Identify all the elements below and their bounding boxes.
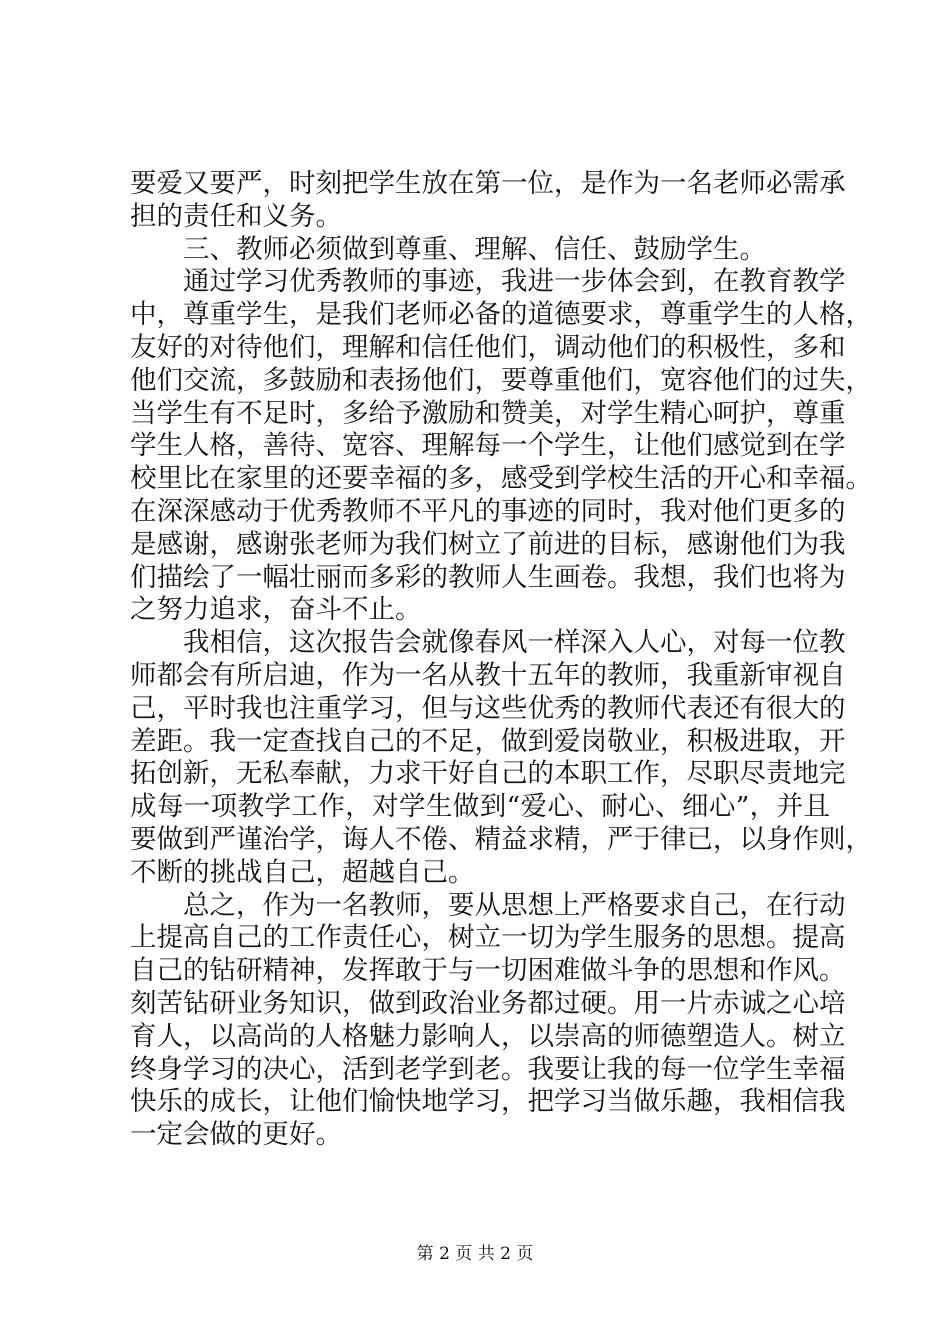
text-line: 快乐的成长，让他们愉快地学习，把学习当做乐趣，我相信我 — [130, 1086, 846, 1118]
text-line: 师都会有所启迪，作为一名从教十五年的教师，我重新审视自 — [130, 659, 846, 691]
text-line: 自己的钻研精神，发挥敢于与一切困难做斗争的思想和作风。 — [130, 955, 846, 987]
text-line: 要爱又要严，时刻把学生放在第一位，是作为一名老师必需承 — [130, 168, 846, 199]
text-line: 他们交流，多鼓励和表扬他们，要尊重他们，宽容他们的过失， — [130, 364, 872, 396]
text-line: 要做到严谨治学，诲人不倦、精益求精，严于律已，以身作则， — [130, 823, 872, 855]
text-line: 我相信，这次报告会就像春风一样深入人心，对每一位教 — [183, 627, 846, 659]
text-line: 在深深感动于优秀教师不平凡的事迹的同时，我对他们更多的 — [130, 495, 846, 527]
text-line: 是感谢，感谢张老师为我们树立了前进的目标，感谢他们为我 — [130, 528, 846, 560]
text-line: 之努力追求，奋斗不止。 — [130, 594, 422, 626]
text-line: 拓创新，无私奉献，力求干好自己的本职工作，尽职尽责地完 — [130, 758, 846, 790]
text-line: 不断的挑战自己，超越自己。 — [130, 856, 475, 888]
text-line: 们描绘了一幅壮丽而多彩的教师人生画卷。我想，我们也将为 — [130, 561, 846, 593]
text-line: 成每一项教学工作，对学生做到“爱心、耐心、细心”，并且 — [130, 791, 830, 823]
text-line: 学生人格，善待、宽容、理解每一个学生，让他们感觉到在学 — [130, 430, 846, 462]
document-body — [130, 168, 872, 1152]
text-line: 通过学习优秀教师的事迹，我进一步体会到，在教育教学 — [183, 266, 846, 298]
text-line: 差距。我一定查找自己的不足，做到爱岗敬业，积极进取，开 — [130, 725, 846, 757]
text-line: 育人，以高尚的人格魅力影响人，以崇高的师德塑造人。树立 — [130, 1020, 846, 1052]
text-line: 担的责任和义务。 — [130, 200, 342, 232]
text-line: 当学生有不足时，多给予激励和赞美，对学生精心呵护，尊重 — [130, 397, 846, 429]
text-line: 校里比在家里的还要幸福的多，感受到学校生活的开心和幸福。 — [130, 463, 872, 495]
text-line: 终身学习的决心，活到老学到老。我要让我的每一位学生幸福 — [130, 1053, 846, 1085]
page-number-footer: 第 2 页 共 2 页 — [416, 1244, 534, 1264]
text-line: 一定会做的更好。 — [130, 1119, 342, 1151]
text-line: 中，尊重学生，是我们老师必备的道德要求，尊重学生的人格， — [130, 299, 872, 331]
text-line: 己，平时我也注重学习，但与这些优秀的教师代表还有很大的 — [130, 692, 846, 724]
text-line: 刻苦钻研业务知识，做到政治业务都过硬。用一片赤诚之心培 — [130, 987, 846, 1019]
text-line: 友好的对待他们，理解和信任他们，调动他们的积极性，多和 — [130, 331, 846, 363]
text-line: 上提高自己的工作责任心，树立一切为学生服务的思想。提高 — [130, 922, 846, 954]
text-line: 总之，作为一名教师，要从思想上严格要求自己，在行动 — [183, 889, 846, 921]
section-heading: 三、教师必须做到尊重、理解、信任、鼓励学生。 — [183, 233, 766, 265]
